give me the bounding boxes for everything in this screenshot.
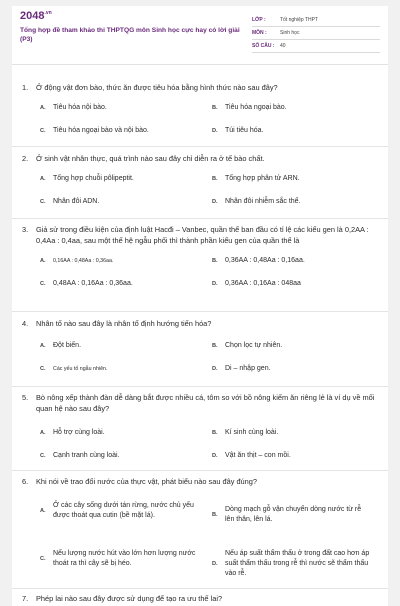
option-letter: A. [40,176,46,182]
option-letter: A. [40,343,46,349]
option-letter: D. [212,199,218,205]
option-text: Các yếu tố ngẫu nhiên. [53,366,108,372]
page-header [12,6,388,65]
option-letter: B. [212,512,218,518]
option-letter: C. [40,199,46,205]
option-a[interactable] [40,501,200,521]
logo-suffix: .vn [44,10,52,16]
question-text: Giả sử trong điều kiện của định luật Hacđi – Vanbec, quần thể ban đầu có tỉ lệ các kiểu gen là 0,2AA : 0,4Aa : 0,4aa, sau một thế hệ ngẫu phối thì thành phần kiểu gen của quần thể là [36,225,369,245]
option-text: Đột biến. [53,342,82,349]
question-number: 1. [22,83,29,92]
question-divider [12,386,388,387]
option-text: 0,16AA : 0,48Aa : 0,36aa. [53,258,114,264]
question-text: Khi nói về trao đổi nước của thực vật, phát biểu nào sau đây đúng? [36,477,258,486]
option-d[interactable] [212,197,301,207]
site-logo[interactable] [20,10,52,22]
option-letter: B. [212,258,218,264]
option-c[interactable] [40,549,200,569]
option-d[interactable] [212,279,301,289]
question-text: Ở sinh vật nhân thực, quá trình nào sau đây chỉ diễn ra ở tế bào chất. [36,154,265,163]
question-stem [22,392,378,414]
question-divider [12,311,388,312]
option-c[interactable] [40,126,149,136]
page-title: Tổng hợp đề tham khảo thi THPTQG môn Sinh học cực hay có lời giải (P3) [20,27,240,43]
meta-key: LỚP : [252,17,266,23]
option-a[interactable] [40,341,81,351]
option-text: Nếu lượng nước hút vào lớn hơn lượng nước thoát ra thì cây sẽ bị héo. [53,550,196,567]
document-page [12,6,388,606]
option-a[interactable] [40,174,134,184]
question-3 [22,224,378,287]
question-stem [22,318,378,329]
question-number: 4. [22,319,29,328]
option-b[interactable] [212,428,278,438]
option-a[interactable] [40,103,107,113]
question-2 [22,153,378,205]
option-text: Nhân đôi ADN. [53,198,100,205]
question-number: 2. [22,154,29,163]
option-letter: D. [212,561,218,567]
option-text: 0,36AA : 0,16Aa : 048aa [225,280,301,287]
option-b[interactable] [212,341,282,351]
option-letter: B. [212,105,218,111]
question-number: 7. [22,594,29,603]
meta-key: SỐ CÂU : [252,43,275,49]
option-b[interactable] [212,256,305,266]
question-divider [12,470,388,471]
meta-value: 40 [280,43,286,49]
question-stem [22,476,378,487]
option-letter: A. [40,105,46,111]
option-letter: A. [40,508,46,514]
option-text: Vật ăn thịt – con mồi. [225,452,291,459]
question-text: Nhân tố nào sau đây là nhân tố định hướng tiến hóa? [36,319,212,328]
option-letter: A. [40,430,46,436]
option-b[interactable] [212,174,300,184]
option-text: Tiêu hóa ngoại bào và nội bào. [53,127,149,134]
option-text: Cạnh tranh cùng loài. [53,452,120,459]
option-letter: D. [212,453,218,459]
option-letter: D. [212,281,218,287]
meta-row-subject [252,27,380,40]
meta-row-class [252,14,380,27]
option-letter: B. [212,430,218,436]
question-divider [12,218,388,219]
question-number: 3. [22,225,29,234]
option-d[interactable] [212,364,271,374]
option-text: Tổng hợp phân tử ARN. [225,175,300,182]
option-letter: A. [40,258,46,264]
option-letter: C. [40,128,46,134]
question-stem [22,82,378,93]
option-text: Nếu áp suất thẩm thấu ở trong đất cao hơn áp suất thẩm thấu trong rễ thì nước sẽ thẩm thấu vào rễ. [225,550,370,577]
option-b[interactable] [212,103,287,113]
question-number: 6. [22,477,29,486]
option-text: Chọn lọc tự nhiên. [225,342,283,349]
question-4 [22,318,378,372]
option-c[interactable] [40,279,133,289]
question-6 [22,476,378,577]
question-text: Bò nông xếp thành đàn dễ dàng bắt được nhiều cá, tôm so với bồ nông kiếm ăn riêng lẻ là ví dụ về mối quan hệ nào sau đây? [36,393,375,413]
option-a[interactable] [40,428,105,438]
option-letter: D. [212,366,218,372]
option-letter: B. [212,176,218,182]
question-5 [22,392,378,459]
option-letter: C. [40,366,46,372]
meta-row-count [252,40,380,53]
option-letter: C. [40,556,46,562]
option-letter: C. [40,281,46,287]
option-text: Ở các cây sống dưới tán rừng, nước chủ yếu được thoát qua cutin (bề mặt lá). [53,502,194,519]
option-a[interactable] [40,256,113,266]
option-b[interactable] [212,505,372,525]
option-c[interactable] [40,451,120,461]
question-7 [22,593,378,604]
logo-text: 2048 [20,10,45,22]
question-stem [22,593,378,604]
meta-key: MÔN : [252,30,267,36]
question-text: Ở động vật đơn bào, thức ăn được tiêu hóa bằng hình thức nào sau đây? [36,83,278,92]
option-d[interactable] [212,451,291,461]
option-text: Tổng hợp chuỗi pôlipeptit. [53,175,134,182]
question-text: Phép lai nào sau đây được sử dụng để tạo ra ưu thế lai? [36,594,223,603]
meta-table [252,14,380,53]
option-text: Kí sinh cùng loài. [225,429,279,436]
option-d[interactable] [212,549,372,579]
option-c[interactable] [40,197,99,207]
option-letter: C. [40,453,46,459]
question-divider [12,588,388,589]
option-text: Túi tiêu hóa. [225,127,264,134]
option-text: Di – nhập gen. [225,365,271,372]
question-1 [22,82,378,134]
option-text: Hỗ trợ cùng loài. [53,429,105,436]
option-text: 0,36AA : 0,48Aa : 0,16aa. [225,257,305,264]
option-text: Dòng mạch gỗ vận chuyển dòng nước từ rễ lên thân, lên lá. [225,506,362,523]
question-stem [22,153,378,164]
meta-value: Sinh học [280,30,300,36]
option-text: Tiêu hóa nội bào. [53,104,107,111]
option-letter: D. [212,128,218,134]
option-c[interactable] [40,364,107,374]
option-d[interactable] [212,126,264,136]
question-divider [12,146,388,147]
option-letter: B. [212,343,218,349]
option-text: Nhân đôi nhiễm sắc thể. [225,198,301,205]
question-number: 5. [22,393,29,402]
question-stem [22,224,378,246]
option-text: Tiêu hóa ngoại bào. [225,104,287,111]
option-text: 0,48AA : 0,16Aa : 0,36aa. [53,280,133,287]
meta-value: Tốt nghiệp THPT [280,17,318,23]
